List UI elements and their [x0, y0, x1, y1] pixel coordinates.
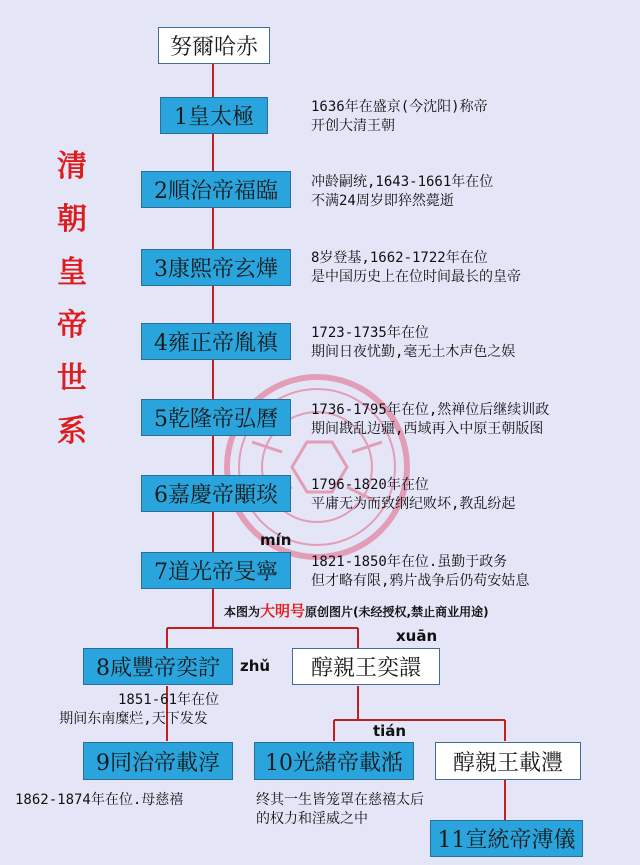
note-line: 1723-1735年在位 [311, 325, 429, 341]
note-emperor-6 [311, 476, 515, 514]
box-prince-yixuan: 醇親王奕譞 [292, 648, 440, 685]
title-char: 帝 [57, 308, 87, 343]
box-emperor-6: 6嘉慶帝顒琰 [141, 475, 291, 512]
title-char: 朝 [57, 202, 87, 237]
note-emperor-9 [15, 791, 183, 810]
diagram-title [50, 140, 94, 458]
note-emperor-1 [311, 98, 488, 136]
note-emperor-4 [311, 324, 515, 362]
note-line: 1736-1795年在位,然禅位后继续训政 [311, 402, 550, 418]
copyright-suffix: 原创图片(未经授权,禁止商业用途) [305, 605, 489, 619]
note-line: 终其一生皆笼罩在慈禧太后 [256, 792, 424, 808]
note-emperor-10 [256, 791, 424, 829]
box-nurhaci: 努爾哈赤 [158, 27, 270, 64]
box-emperor-1: 1皇太極 [160, 97, 268, 134]
note-line: 期间日夜忧勤,毫无土木声色之娱 [311, 344, 516, 360]
note-line: 的权力和淫威之中 [256, 811, 368, 827]
copyright-notice [224, 600, 489, 621]
note-line: 冲龄嗣统,1643-1661年在位 [311, 174, 494, 190]
pinyin-tian: tián [373, 722, 407, 740]
box-prince-zaifeng: 醇親王載灃 [435, 742, 581, 780]
pinyin-zhu: zhǔ [240, 657, 271, 675]
note-line: 是中国历史上在位时间最长的皇帝 [311, 269, 521, 285]
note-emperor-5 [311, 401, 549, 439]
box-emperor-11: 11宣統帝溥儀 [430, 820, 583, 857]
box-emperor-8: 8咸豐帝奕詝 [83, 648, 233, 685]
note-line: 1796-1820年在位 [311, 477, 429, 493]
copyright-prefix: 本图为 [224, 605, 261, 619]
copyright-brand: 大明号 [260, 602, 306, 620]
note-line: 期间戡乱边疆,西域再入中原王朝版图 [311, 421, 544, 437]
box-emperor-2: 2順治帝福臨 [141, 171, 291, 208]
note-emperor-8 [48, 691, 219, 729]
note-line: 期间东南糜烂,天下发发 [59, 711, 208, 727]
note-line: 8岁登基,1662-1722年在位 [311, 250, 488, 266]
title-char: 清 [57, 149, 87, 184]
note-line: 不满24周岁即猝然薨逝 [311, 193, 454, 209]
box-emperor-3: 3康熙帝玄燁 [141, 249, 291, 286]
note-line: 但才略有限,鸦片战争后仍苟安姑息 [311, 573, 530, 589]
note-line: 1636年在盛京(今沈阳)称帝 [311, 99, 488, 115]
box-emperor-4: 4雍正帝胤禛 [141, 323, 291, 360]
box-emperor-7: 7道光帝旻寧 [141, 552, 291, 589]
note-line: 平庸无为而致纲纪败坏,教乱纷起 [311, 496, 516, 512]
title-char: 世 [57, 361, 87, 396]
box-emperor-9: 9同治帝載淳 [83, 742, 233, 780]
title-char: 皇 [57, 255, 87, 290]
pinyin-xuan: xuān [396, 627, 438, 645]
box-emperor-5: 5乾隆帝弘曆 [141, 399, 291, 436]
note-line: 1851-61年在位 [118, 692, 220, 708]
title-char: 系 [57, 414, 87, 449]
note-line: 1821-1850年在位.虽勤于政务 [311, 554, 508, 570]
note-emperor-3 [311, 249, 521, 287]
note-emperor-7 [311, 553, 529, 591]
box-emperor-10: 10光緒帝載湉 [254, 742, 414, 780]
note-line: 开创大清王朝 [311, 118, 395, 134]
note-line: 1862-1874年在位.母慈禧 [15, 792, 184, 808]
pinyin-min: mín [260, 531, 292, 549]
note-emperor-2 [311, 173, 493, 211]
